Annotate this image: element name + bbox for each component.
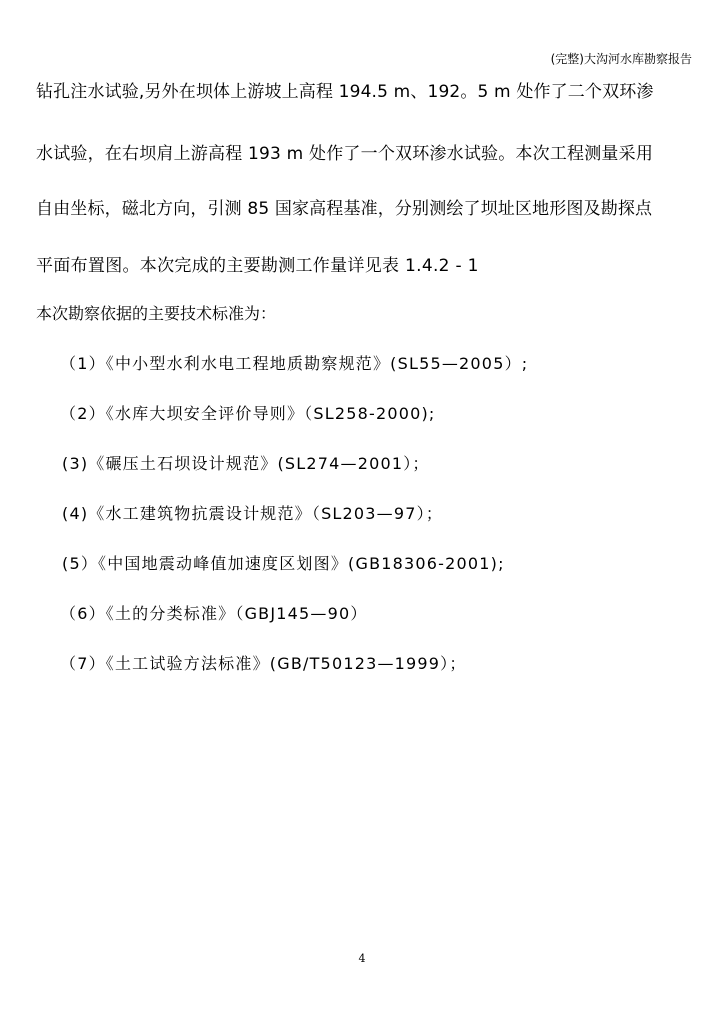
standards-intro: 本次勘察依据的主要技术标准为： bbox=[36, 304, 277, 323]
standard-item: (4)《水工建筑物抗震设计规范》（SL203—97）； bbox=[62, 504, 444, 523]
page-number: 4 bbox=[358, 952, 366, 965]
standard-item: （1）《中小型水利水电工程地质勘察规范》(SL55—2005）; bbox=[60, 354, 529, 373]
paragraph-line: 钻孔注水试验,另外在坝体上游坡上高程 194.5 m、192。5 m 处作了二个双环渗 bbox=[36, 82, 654, 102]
paragraph-line: 自由坐标，磁北方向，引测 85 国家高程基准，分别测绘了坝址区地形图及勘探点 bbox=[36, 199, 653, 219]
paragraph-line: 平面布置图。本次完成的主要勘测工作量详见表 1.4.2 - 1 bbox=[36, 256, 479, 276]
standard-item: （7）《土工试验方法标准》(GB/T50123—1999）； bbox=[60, 654, 467, 673]
standard-item: (3)《碾压土石坝设计规范》(SL274—2001）； bbox=[62, 454, 430, 473]
running-header: (完整)大沟河水库勘察报告 bbox=[550, 52, 692, 66]
standard-item: （2）《水库大坝安全评价导则》（SL258-2000); bbox=[60, 404, 436, 423]
paragraph-line: 水试验，在右坝肩上游高程 193 m 处作了一个双环渗水试验。本次工程测量采用 bbox=[36, 144, 654, 164]
standard-item: (5）《中国地震动峰值加速度区划图》(GB18306-2001); bbox=[62, 554, 505, 573]
standard-item: （6）《土的分类标准》（GBJ145—90） bbox=[60, 604, 368, 623]
